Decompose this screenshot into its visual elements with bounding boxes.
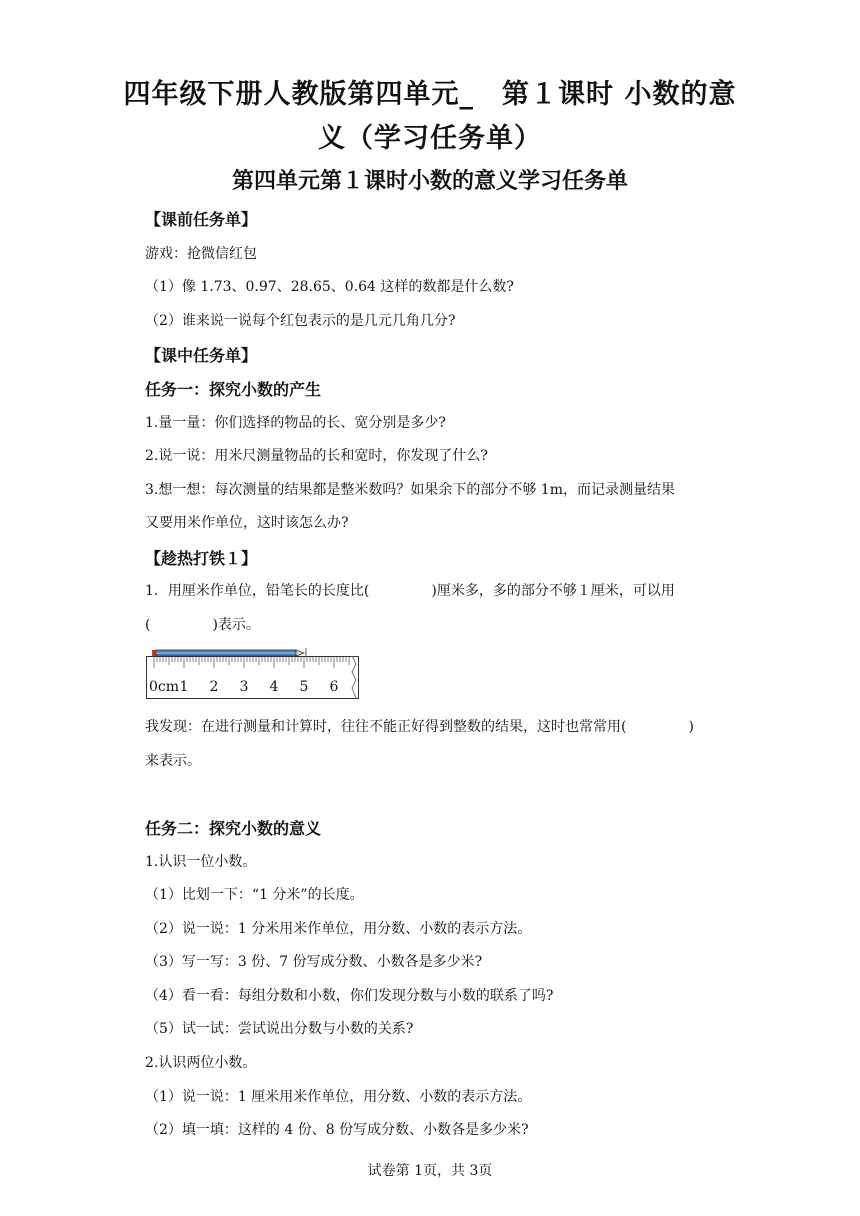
document-title-line2: 义（学习任务单） — [318, 123, 542, 154]
task2-item-5: （4）看一看：每组分数和小数，你们发现分数与小数的联系了吗? — [145, 988, 554, 1004]
practice-q1-text-c: )表示。 — [212, 617, 260, 633]
task1-item-4: 又要用米作单位，这时该怎么办? — [145, 515, 349, 531]
discover-line2: 来表示。 — [145, 753, 201, 769]
discover-line1 — [145, 716, 694, 736]
task2-item-8: （1）说一说：1 厘米用米作单位，用分数、小数的表示方法。 — [145, 1089, 532, 1105]
discover-text-a: 我发现：在进行测量和计算时，往往不能正好得到整数的结果，这时也常常用( — [145, 719, 627, 735]
task1-item-3: 3.想一想：每次测量的结果都是整米数吗？如果余下的部分不够 1m，而记录测量结果 — [145, 482, 675, 498]
pencil — [152, 650, 304, 656]
ruler-label: 3 — [239, 679, 249, 695]
task1-item-2: 2.说一说：用米尺测量物品的长和宽时，你发现了什么? — [145, 448, 488, 464]
ruler-label: 6 — [329, 679, 339, 695]
ruler-pencil-illustration — [146, 646, 362, 702]
in-class-heading: 【课中任务单】 — [145, 346, 258, 365]
practice-q1-text-a: 1．用厘米作单位，铅笔长的长度比( — [145, 583, 370, 599]
page-footer: 试卷第 1页，共 3页 — [367, 1163, 493, 1179]
practice-q1-open-paren: ( — [145, 617, 151, 633]
pencil-tip — [296, 650, 304, 656]
task2-item-3: （2）说一说：1 分米用米作单位，用分数、小数的表示方法。 — [145, 921, 532, 937]
document-title-line1: 四年级下册人教版第四单元_ 第１课时 小数的意 — [123, 79, 737, 110]
discover-close-paren: ) — [688, 719, 694, 735]
practice-q1-text-b: )厘米多，多的部分不够１厘米，可以用 — [431, 583, 675, 599]
ruler-label: 2 — [209, 679, 219, 695]
practice-heading: 【趁热打铁１】 — [145, 549, 258, 568]
pencil-eraser — [152, 650, 156, 656]
ruler-label: 0cm — [149, 679, 180, 695]
practice-question-1-line1 — [145, 580, 675, 600]
task2-item-2: （1）比划一下：“1 分米”的长度。 — [145, 887, 364, 903]
task2-item-7: 2.认识两位小数。 — [145, 1055, 257, 1071]
pre-class-question-2: （2）谁来说一说每个红包表示的是几元几角几分? — [145, 313, 456, 329]
task2-item-6: （5）试一试：尝试说出分数与小数的关系? — [145, 1021, 414, 1037]
task2-item-9: （2）填一填：这样的 4 份、8 份写成分数、小数各是多少米? — [145, 1122, 529, 1138]
ruler-label: 1 — [179, 679, 189, 695]
pre-class-question-1: （1）像 1.73、0.97、28.65、0.64 这样的数都是什么数? — [145, 279, 514, 295]
task2-item-4: （3）写一写：3 份、7 份写成分数、小数各是多少米? — [145, 954, 483, 970]
task1-item-1: 1.量一量：你们选择的物品的长、宽分别是多少? — [145, 415, 446, 431]
task2-heading: 任务二：探究小数的意义 — [145, 819, 322, 838]
ruler — [147, 656, 359, 699]
pre-class-heading: 【课前任务单】 — [145, 210, 258, 229]
ruler-label: 4 — [269, 679, 279, 695]
ruler-label: 5 — [299, 679, 309, 695]
practice-question-1-line2 — [145, 614, 260, 634]
task2-item-1: 1.认识一位小数。 — [145, 854, 257, 870]
task1-heading: 任务一：探究小数的产生 — [145, 380, 322, 399]
pre-class-game: 游戏：抢微信红包 — [145, 246, 257, 262]
document-subtitle: 第四单元第１课时小数的意义学习任务单 — [231, 168, 628, 194]
